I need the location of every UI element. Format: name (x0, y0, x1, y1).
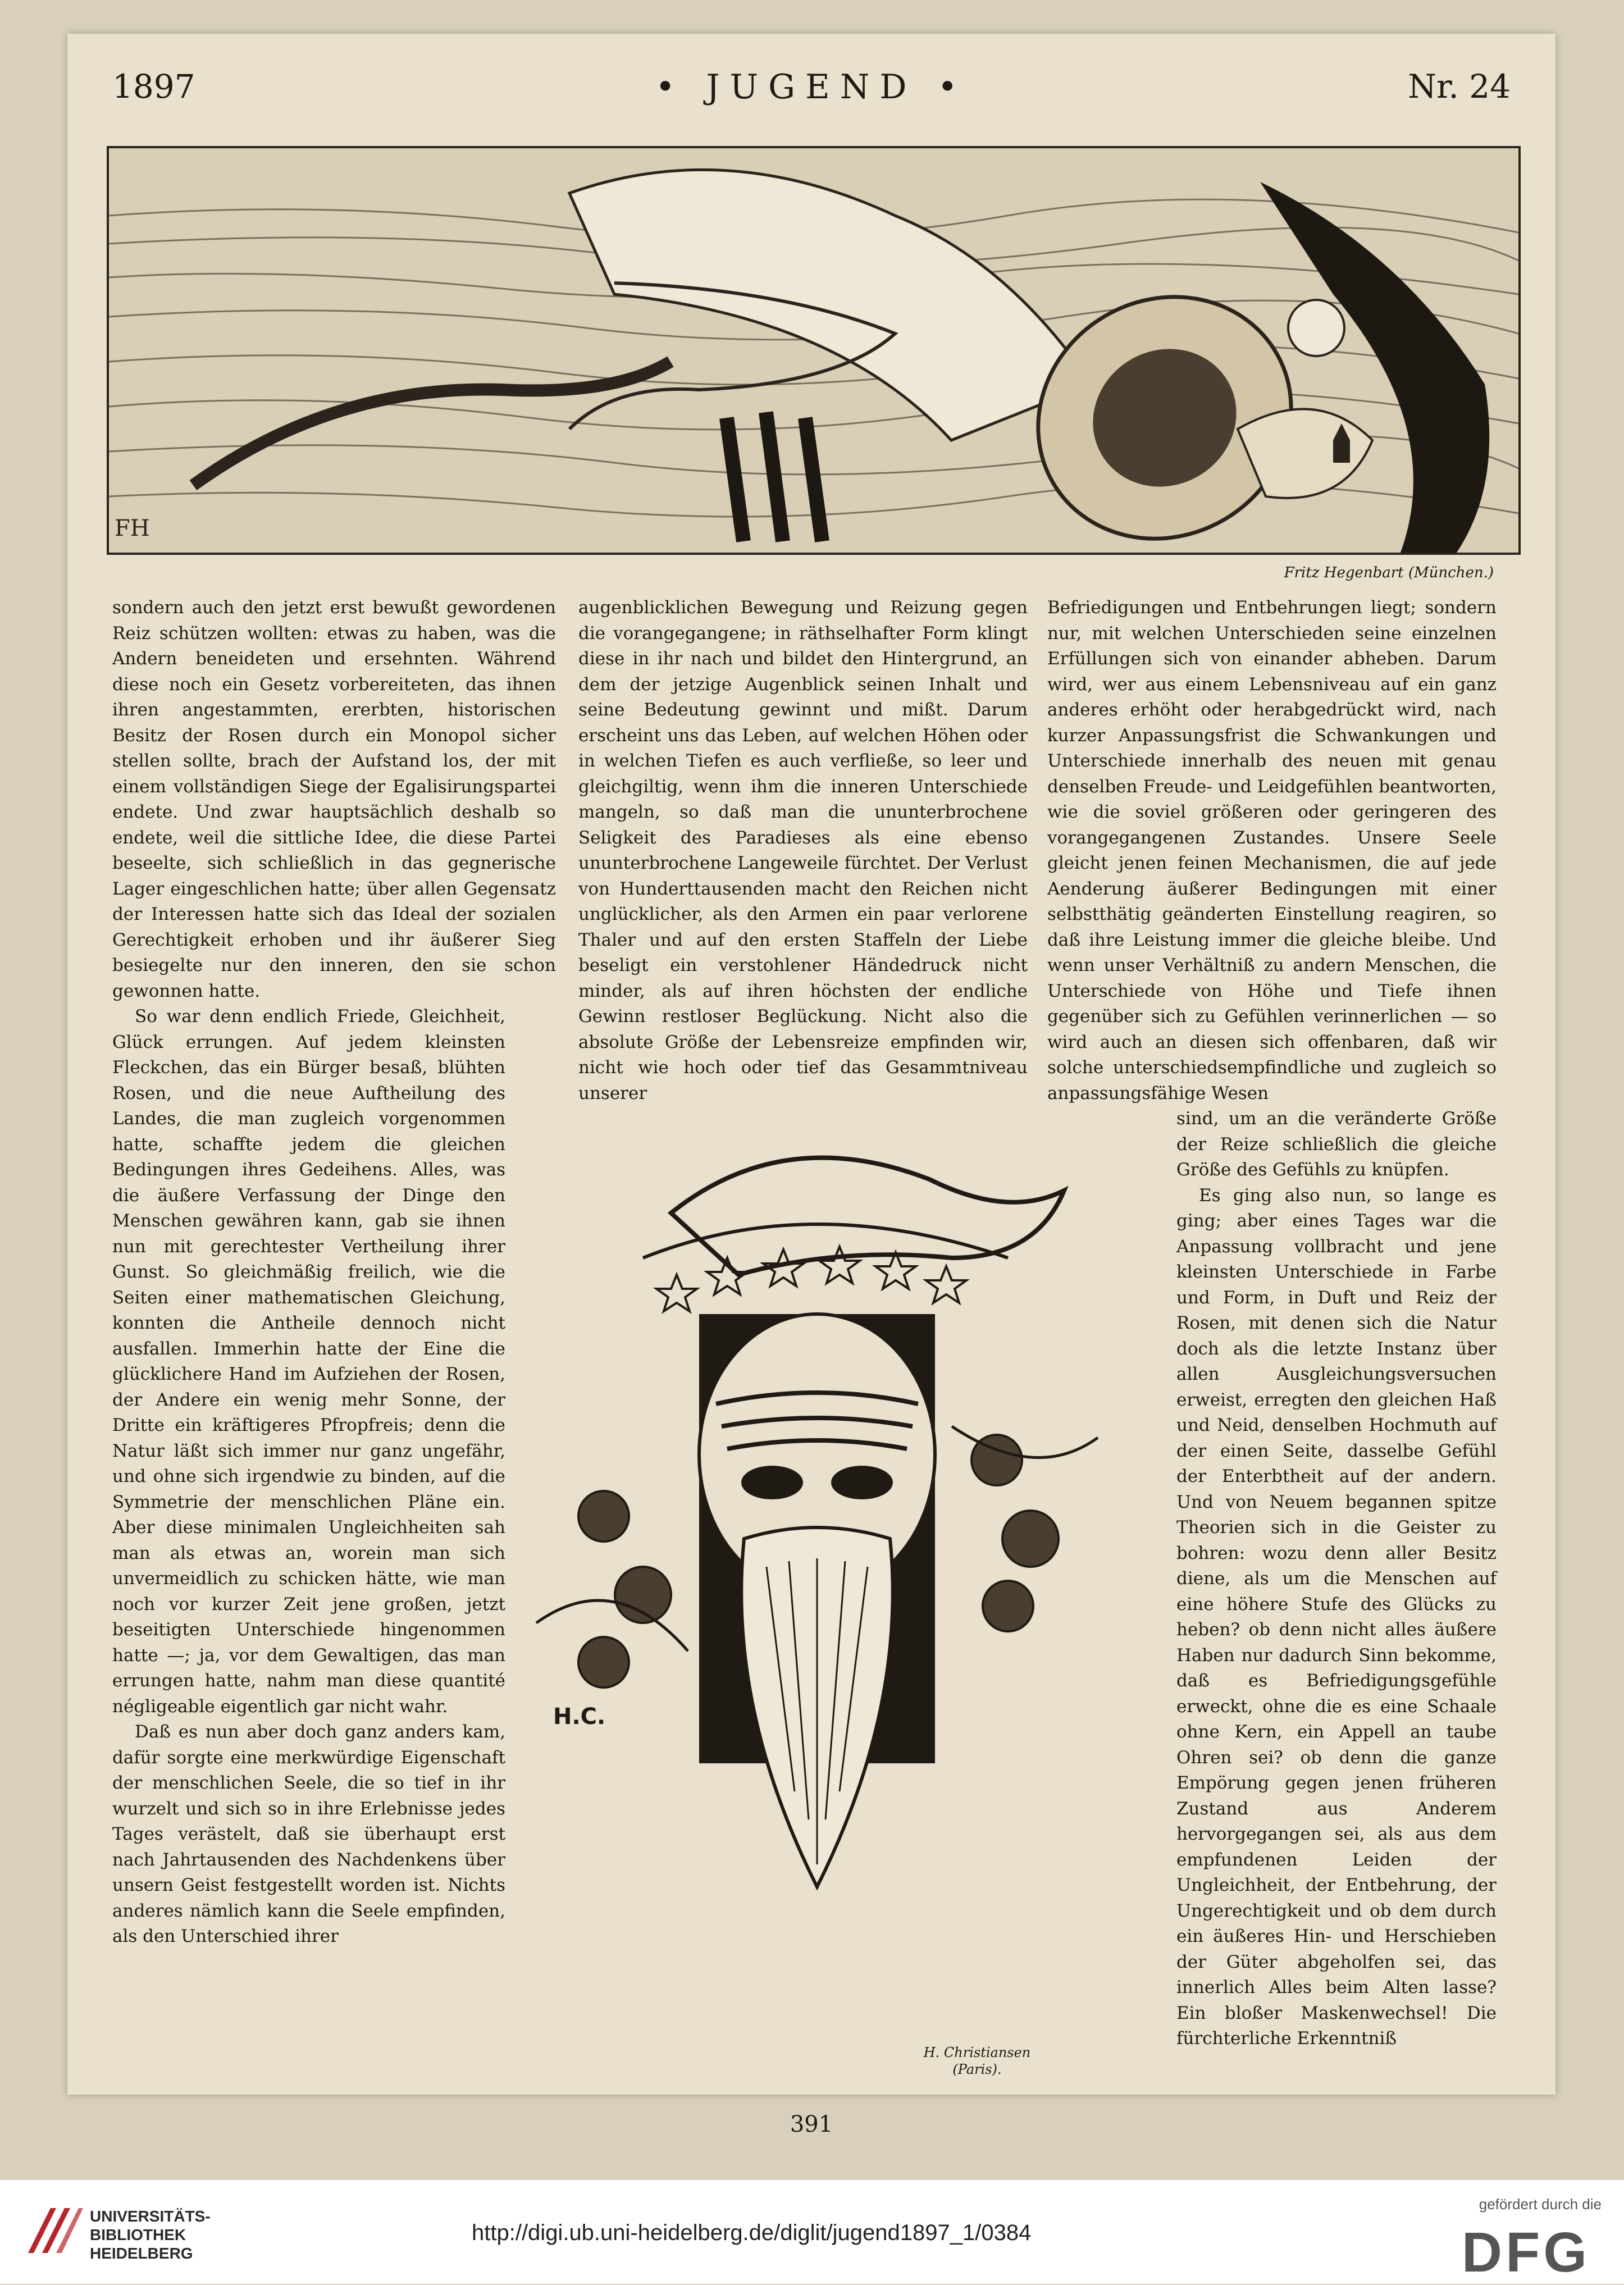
university-library-name (90, 2207, 211, 2263)
paragraph: Daß es nun aber doch ganz anders kam, dafür sorgte eine merkwürdige Eigenschaft der menschlichen Seele, die so tief in ihr wurzelt und sich so in ihre Erlebnisse jedes Tages verästelt, daß sie überhaupt erst nach Jahrtausenden des Nachdenkens über unsern Geist festgestellt worden ist. Nichts anderes nämlich kann die Seele empfinden, als den Unterschied ihrer (112, 1722, 505, 1946)
credit-name: H. Christiansen (923, 2045, 1031, 2060)
paragraph: So war denn endlich Friede, Gleichheit, Glück errungen. Auf jedem kleinsten Fleckchen, das ein Bürger besaß, blühten Rosen, und die neue Auftheilung des Landes, die man zugleich vorgenommen hatte, schaffte jedem die gleichen Bedingungen ihres Gedeihens. Alles, was die äußere Verfassung der Dinge den Menschen gewähren kann, gab sie ihnen nun mit gerechtester Vertheilung ihrer Gunst. So gleichmäßig freilich, wie die Seiten einer mathematischen Gleichung, konnten die Antheile dennoch nicht ausfallen. Immerhin hatte der Eine die glücklichere Hand im Aufziehen der Rosen, der Andere ein wenig mehr Sonne, der Dritte ein kräftigeres Pfropfreis; denn die Natur läßt sich immer nur ganz ungefähr, und ohne sich irgendwie zu binden, auf die Symmetrie der menschlichen Pläne ein. Aber diese minimalen Ungleichheiten sah man als etwas an, worein man sich unvermeidlich zu schicken hätte, wie man noch vor kurzer Zeit jene großen, jetzt beseitigten Unterschiede hingenommen hatte —; ja, vor dem Gewaltigen, das man errungen hatte, nahm man diese quantité négligeable eigentlich gar nicht wahr. (112, 1006, 505, 1717)
mid-illustration-credit (921, 2044, 1033, 2078)
paragraph: sind, um an die veränderte Größe der Reize schließlich die gleiche Größe des Gefühls zu knüpfen. (1176, 1109, 1497, 1180)
permalink-url[interactable]: http://digi.ub.uni-heidelberg.de/diglit/jugend1897_1/0384 (472, 2220, 1032, 2245)
journal-title: • JUGEND • (655, 67, 968, 107)
funding-note: gefördert durch die (1479, 2196, 1602, 2213)
top-illustration (107, 146, 1521, 555)
paragraph: augenblicklichen Bewegung und Reizung gegen die vorangegangene; in räthselhafter Form klingt diese in ihr nach und bildet den Hintergrund, an dem der jetzige Augenblick seinen Inhalt und seine Bedeutung gewinnt und mißt. Darum erscheint uns das Leben, auf welchen Höhen oder in welchen Tiefen es auch verfließe, so leer und gleichgiltig, wenn ihm die inneren Unterschiede mangeln, so daß man die ununterbrochene Seligkeit des Paradieses als eine ebenso ununterbrochene Langeweile fürchtet. Der Verlust von Hunderttausenden macht den Reichen nicht unglücklicher, als den Armen ein paar verlorene Thaler und auf den ersten Staffeln der Liebe beseligt ein verstohlener Händedruck nicht minder, als auf ihren höchsten der endliche Gewinn restloser Beglückung. Nicht also die absolute Größe der Lebensreize empfinden wir, nicht wie hoch oder tief das Gesammtniveau unserer (578, 598, 1028, 1103)
journal-page (67, 34, 1555, 2137)
issue-number: Nr. 24 (1408, 67, 1511, 106)
page-number: 391 (790, 2111, 833, 2137)
paragraph: sondern auch den jetzt erst bewußt gewordenen Reiz schützen wollten: etwas zu haben, was die Andern beneideten und ersehnten. Während diese noch ein Gesetz vorbereiteten, das ihnen ihren angestammten, ererbten, historischen Besitz der Rosen durch ein Monopol sicher stellen sollte, brach der Aufstand los, der mit einem vollständigen Siege der Egalisirungspartei endete. Und zwar hauptsächlich deshalb so endete, weil die sittliche Idee, die diese Partei beseelte, sich schließlich in das gegnerische Lager eingeschlichen hatte; über allen Gegensatz der Interessen hatte sich das Ideal der sozialen Gerechtigkeit erhoben und ihr äußerer Sieg besiegelte nur den inneren, den sie schon gewonnen hatte. (112, 598, 556, 1001)
library-line-2: BIBLIOTHEK (90, 2226, 186, 2243)
dfg-logo: DFG (1461, 2221, 1590, 2284)
paragraph: Befriedigungen und Entbehrungen liegt; sondern nur, mit welchen Unterschieden seine einzelnen Erfüllungen sich von einander abheben. Darum wird, wer aus einem Lebensniveau auf ein ganz anderes erhöht oder herabgedrückt wird, nach kurzer Anpassungsfrist die Schwankungen und Unterschiede innerhalb des neuen mit genau denselben Freude- und Leidgefühlen beantworten, wie die soviel größeren oder geringeren des vorangegangenen Zustandes. Unsere Seele gleicht jenen feinen Mechanismen, die auf jede Aenderung äußerer Bedingungen mit einer selbstthätig geänderten Einstellung reagiren, so daß ihre Leistung immer die gleiche bleibe. Und wenn unser Verhältniß zu andern Menschen, die Unterschiede von Höhe und Tiefe ihnen gegenüber sich zu Gefühlen verinnerlichen — so wird auch an diesen sich offenbaren, daß wir solche unterschiedsempfindliche und zugleich so anpassungsfähige Wesen (1047, 598, 1497, 1103)
header-year: 1897 (112, 67, 195, 106)
illustration-monogram: H.C. (553, 1704, 606, 1730)
bearded-head-drawing (503, 1089, 1126, 1965)
page-header (112, 67, 1511, 118)
svg-text:FH: FH (115, 516, 150, 541)
text-column-1 (112, 595, 556, 1946)
university-library-logo-icon (22, 2202, 84, 2264)
text-column-2 (578, 595, 1028, 1103)
bearded-head-illustration (503, 1089, 1126, 1965)
paragraph: Es ging also nun, so lange es ging; aber eines Tages war die Anpassung vollbracht und jene kleinsten Unterschiede in Farbe und Form, in Duft und Reiz der Rosen, mit denen sich die Natur doch als die letzte Instanz über allen Ausgleichungsversuchen erweist, erregten den gleichen Haß und Neid, denselben Hochmuth auf der einen Seite, dasselbe Gefühl der Enterbtheit auf der andern. Und von Neuem begannen spitze Theorien sich in die Geister zu bohren: wozu denn aller Besitz diene, als um die Menschen auf eine höhere Stufe des Glücks zu heben? ob denn nicht alles äußere Haben nur dadurch Sinn bekomme, daß es Befriedigungsgefühle erweckt, ohne die es eine Schaale ohne Kern, ein Appell an taube Ohren sei? ob denn die ganze Empörung gegen jenen früheren Zustand aus Anderem hervorgegangen sei, als aus dem empfundenen Leiden der Ungleichheit, der Entbehrung, der Ungerechtigkeit und ob dem durch ein äußeres Hin- und Herschieben der Güter abgeholfen sei, das innerlich Alles beim Alten lasse? Ein bloßer Maskenwechsel! Die fürchterliche Erkenntniß (1176, 1185, 1497, 2049)
library-line-1: UNIVERSITÄTS- (90, 2208, 211, 2225)
credit-place: (Paris). (952, 2061, 1002, 2077)
digitization-footer (0, 2179, 1624, 2284)
library-line-3: HEIDELBERG (90, 2245, 193, 2262)
top-illustration-credit: Fritz Hegenbart (München.) (1284, 564, 1494, 581)
flying-figures-drawing (109, 148, 1518, 553)
